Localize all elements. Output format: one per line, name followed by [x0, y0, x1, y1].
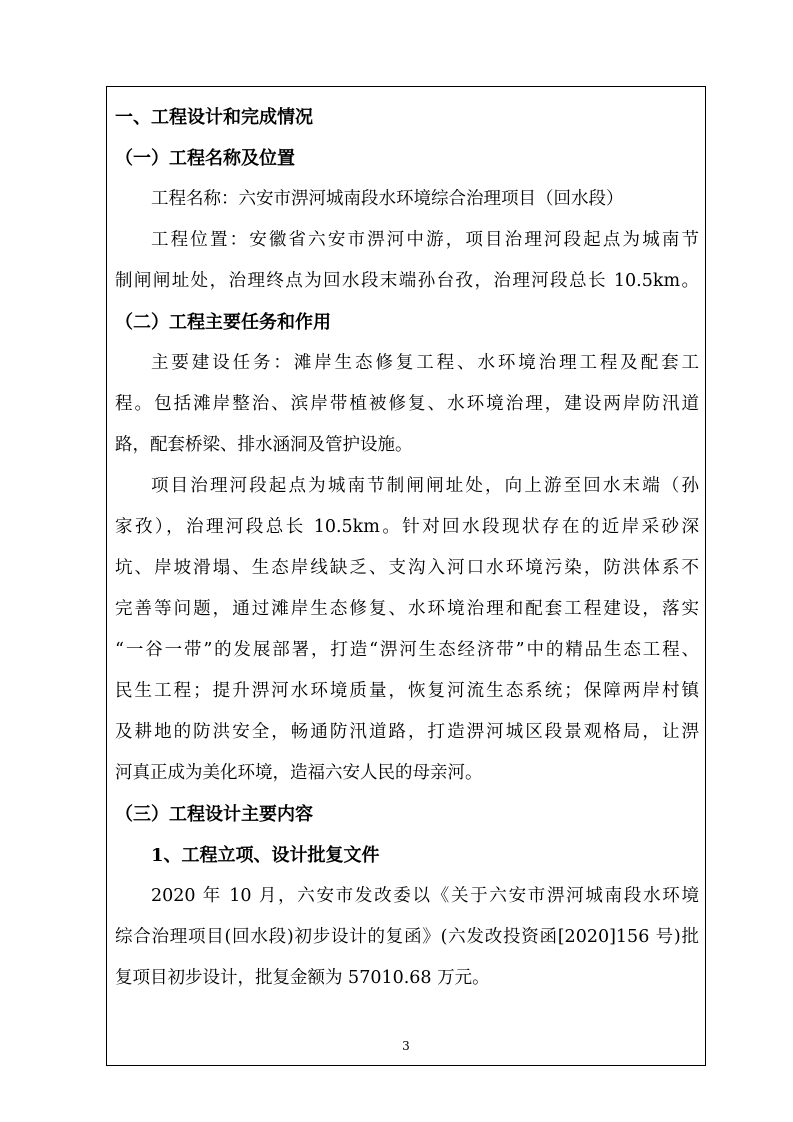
role-line-3: 坑、岸坡滑塌、生态岸线缺乏、支沟入河口水环境污染，防洪体系不 [115, 558, 699, 578]
role-line-2: 家孜），治理河段总长 10.5km。针对回水段现状存在的近岸采砂深 [115, 517, 699, 537]
project-location-line-2: 制闸闸址处，治理终点为回水段末端孙台孜，治理河段总长 10.5km。 [115, 271, 699, 291]
role-line-6: 民生工程；提升淠河水环境质量，恢复河流生态系统；保障两岸村镇 [115, 681, 699, 701]
project-name-line: 工程名称：六安市淠河城南段水环境综合治理项目（回水段） [151, 189, 624, 209]
role-line-5: “一谷一带”的发展部署，打造“淠河生态经济带”中的精品生态工程、 [115, 640, 699, 660]
approval-line-3: 复项目初步设计，批复金额为 57010.68 万元。 [115, 968, 490, 988]
report-frame [106, 86, 706, 1066]
task-line-1: 主要建设任务：滩岸生态修复工程、水环境治理工程及配套工 [151, 353, 699, 373]
page-number: 3 [402, 1039, 410, 1053]
task-line-2: 程。包括滩岸整治、滨岸带植被修复、水环境治理，建设两岸防汛道 [115, 394, 699, 414]
section-heading-1-1: （一）工程名称及位置 [115, 148, 295, 169]
role-line-7: 及耕地的防洪安全，畅通防汛道路，打造淠河城区段景观格局，让淠 [115, 722, 699, 742]
section-heading-1: 一、工程设计和完成情况 [115, 107, 313, 128]
task-line-3: 路，配套桥梁、排水涵洞及管护设施。 [115, 435, 413, 455]
approval-line-1: 2020 年 10 月，六安市发改委以《关于六安市淠河城南段水环境 [151, 886, 699, 906]
project-location-line-1: 工程位置：安徽省六安市淠河中游，项目治理河段起点为城南节 [151, 230, 699, 250]
role-line-8: 河真正成为美化环境，造福六安人民的母亲河。 [115, 763, 483, 783]
section-heading-1-2: （二）工程主要任务和作用 [115, 312, 331, 333]
approval-line-2: 综合治理项目(回水段)初步设计的复函》(六发改投资函[2020]156 号)批 [115, 927, 699, 947]
role-line-4: 完善等问题，通过滩岸生态修复、水环境治理和配套工程建设，落实 [115, 599, 699, 619]
section-heading-1-3: （三）工程设计主要内容 [115, 804, 313, 825]
role-line-1: 项目治理河段起点为城南节制闸闸址处，向上游至回水末端（孙 [151, 476, 699, 496]
report-content [115, 91, 699, 999]
subsection-heading-approval: 1、工程立项、设计批复文件 [151, 845, 380, 866]
